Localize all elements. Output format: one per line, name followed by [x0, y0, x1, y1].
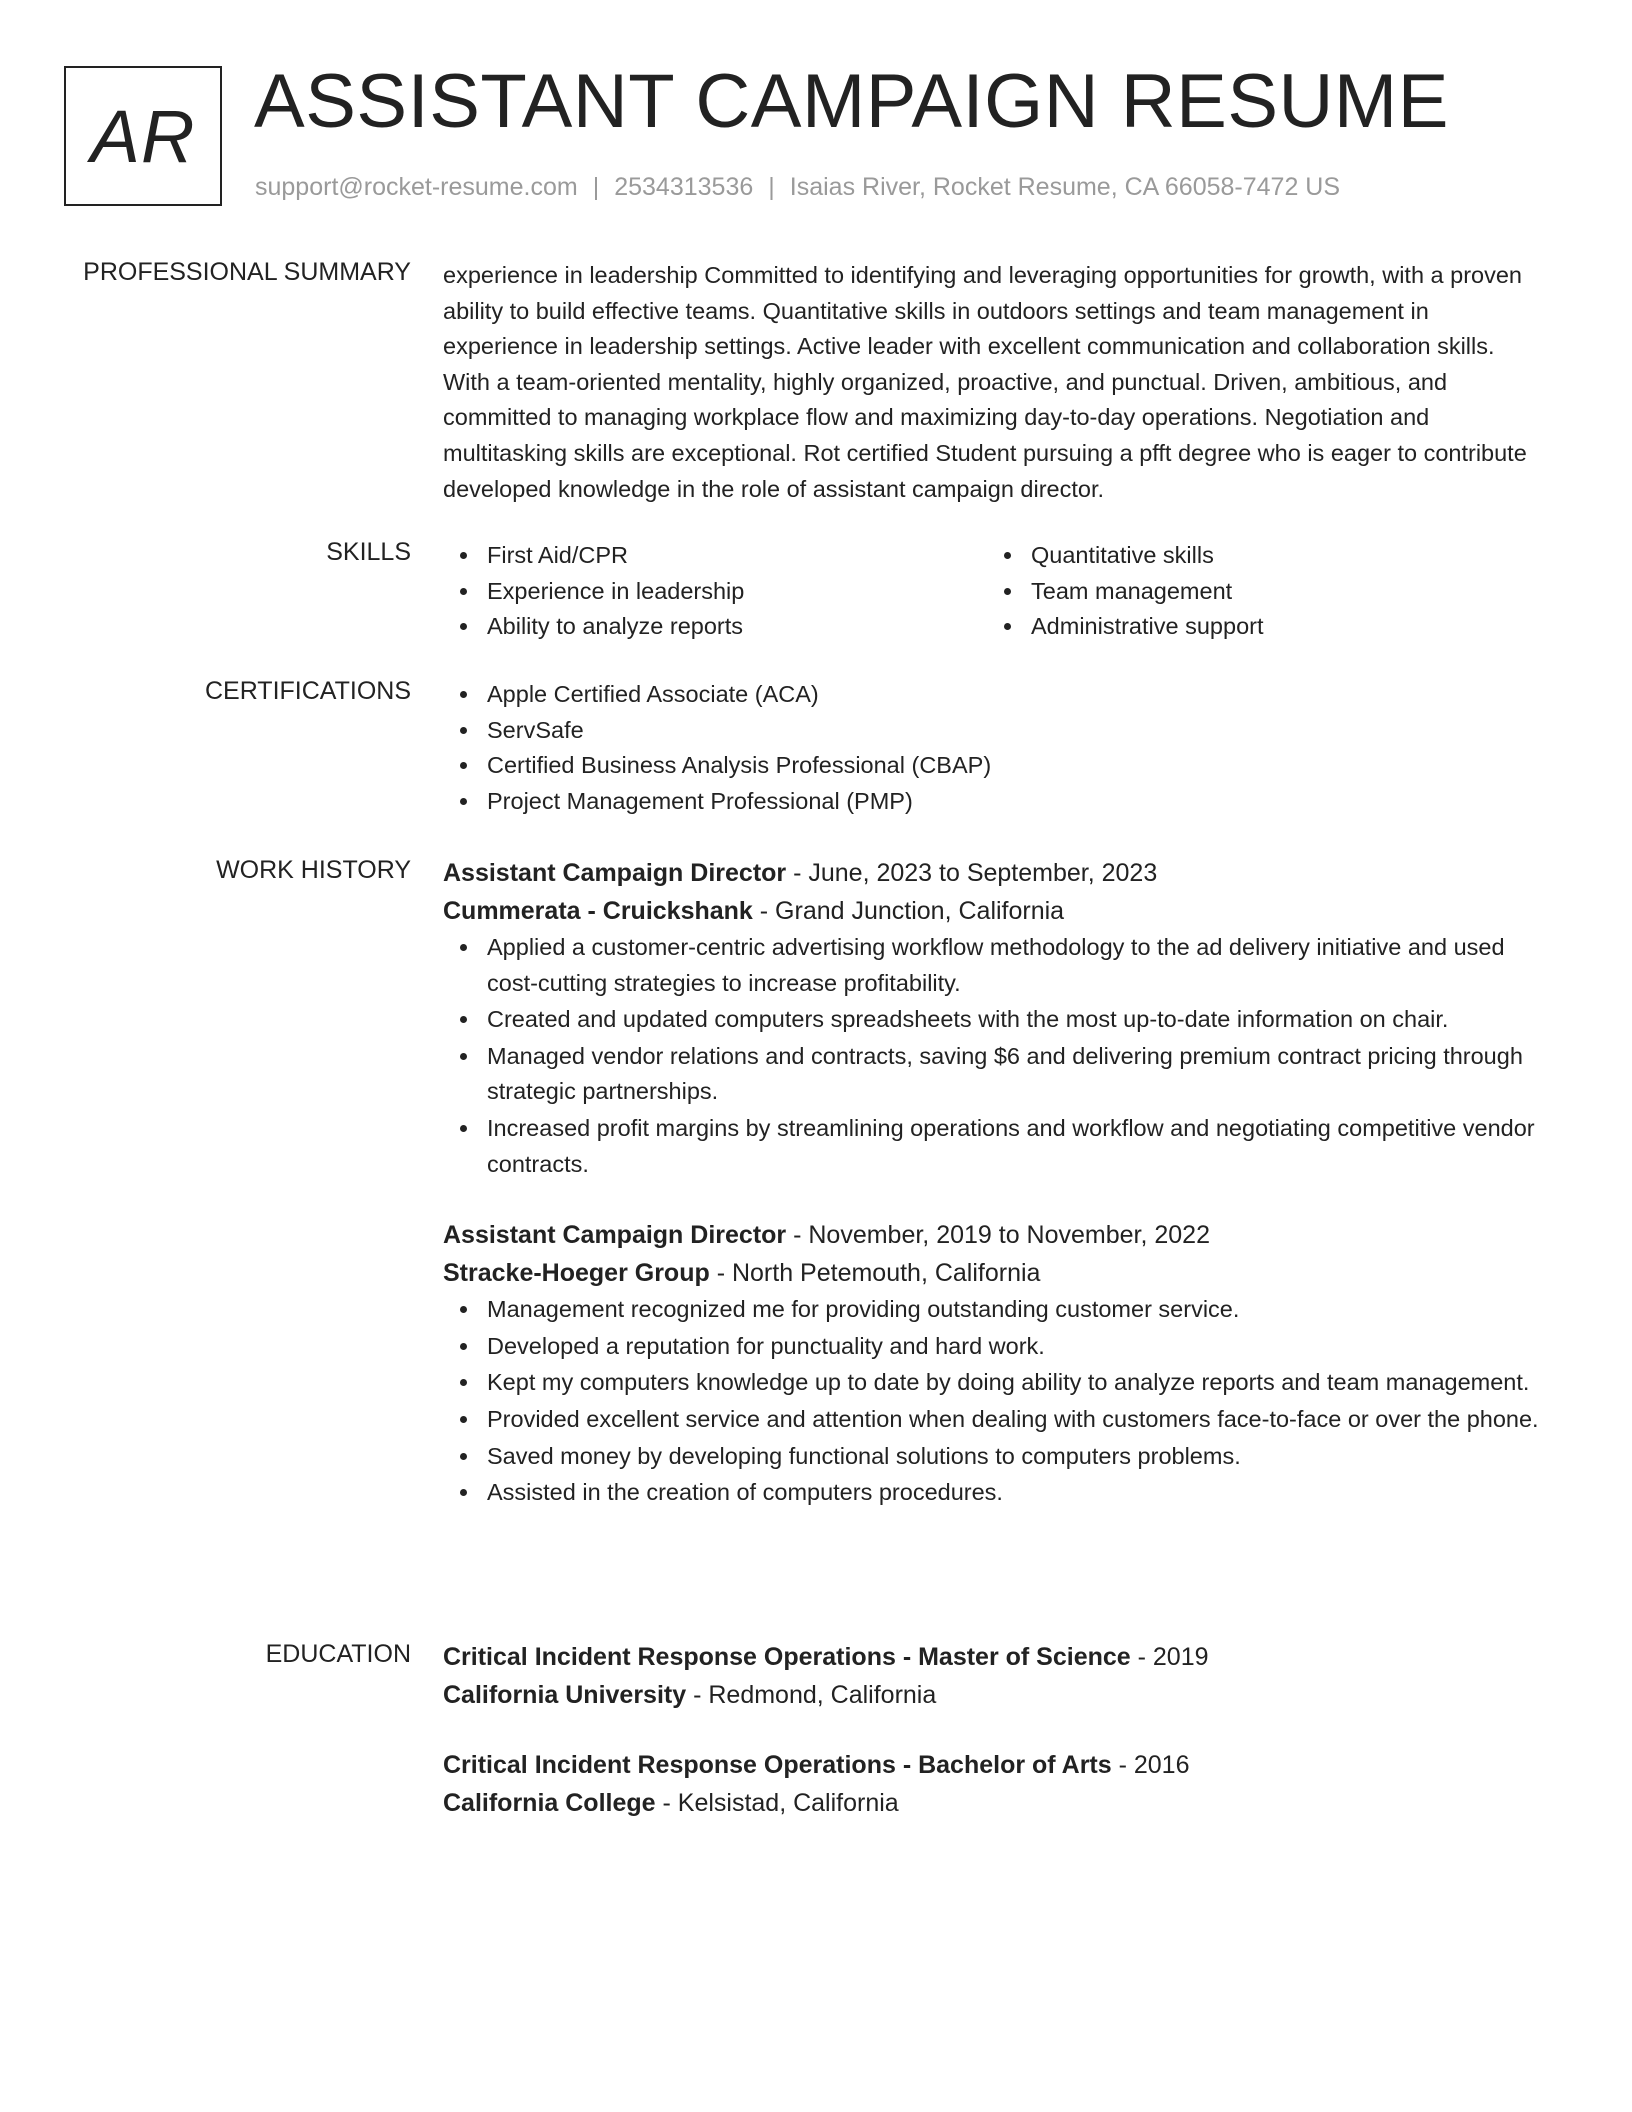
job-bullets: [443, 1292, 1548, 1511]
job-company-line: [443, 1254, 1548, 1292]
education-degree: Critical Incident Response Operations - Master of Science: [443, 1643, 1131, 1671]
education-degree-line: [443, 1638, 1548, 1676]
education-entry: [443, 1746, 1548, 1822]
section-title-work: WORK HISTORY: [216, 856, 411, 884]
contact-separator: |: [592, 173, 600, 201]
contact-line: [255, 173, 1340, 202]
job-bullet: Kept my computers knowledge up to date by doing ability to analyze reports and team management.: [443, 1365, 1548, 1401]
job-dates: - June, 2023 to September, 2023: [786, 859, 1158, 887]
job-bullet: Applied a customer-centric advertising workflow methodology to the ad delivery initiative and used cost-cutting strategies to increase profitability.: [443, 930, 1548, 1001]
certifications-list: [443, 677, 1548, 819]
skills-list-left: [443, 538, 987, 645]
job-role: Assistant Campaign Director: [443, 859, 787, 887]
job-entry: [443, 1216, 1548, 1511]
job-role: Assistant Campaign Director: [443, 1221, 787, 1250]
job-bullet: Created and updated computers spreadsheets with the most up-to-date information on chair.: [443, 1002, 1548, 1038]
education-school-line: [443, 1784, 1548, 1822]
education-year: - 2016: [1111, 1751, 1190, 1779]
job-company-line: [443, 892, 1548, 930]
education-location: - Kelsistad, California: [655, 1789, 899, 1817]
certifications-body: [443, 677, 1548, 819]
work-body: [443, 854, 1548, 1512]
skills-list-right: [987, 538, 1531, 645]
job-role-line: [443, 854, 1548, 892]
job-entry: [443, 854, 1548, 1182]
skill-item: Team management: [987, 574, 1531, 610]
job-bullet: Saved money by developing functional solutions to computers problems.: [443, 1439, 1548, 1475]
job-company: Cummerata - Cruickshank: [443, 897, 753, 925]
job-dates: - November, 2019 to November, 2022: [786, 1221, 1210, 1250]
education-body: [443, 1638, 1548, 1822]
job-bullet: Assisted in the creation of computers procedures.: [443, 1475, 1548, 1511]
contact-address: Isaias River, Rocket Resume, CA 66058-7472 US: [789, 173, 1341, 201]
contact-separator: |: [768, 173, 775, 201]
skill-item: Experience in leadership: [443, 574, 987, 610]
monogram-initials: AR: [90, 94, 196, 178]
section-title-certifications: CERTIFICATIONS: [204, 677, 411, 705]
contact-email[interactable]: support@rocket-resume.com: [255, 173, 578, 201]
resume-title: ASSISTANT CAMPAIGN RESUME: [254, 59, 1449, 144]
skill-item: Quantitative skills: [987, 538, 1531, 574]
job-bullets: [443, 930, 1548, 1182]
section-title-skills: SKILLS: [326, 538, 411, 566]
education-school: California College: [443, 1789, 656, 1817]
education-location: - Redmond, California: [686, 1681, 937, 1709]
education-degree: Critical Incident Response Operations - Bachelor of Arts: [443, 1751, 1112, 1779]
contact-phone[interactable]: 2534313536: [614, 173, 754, 201]
job-role-line: [443, 1216, 1548, 1254]
job-bullet: Management recognized me for providing outstanding customer service.: [443, 1292, 1548, 1328]
section-title-education: EDUCATION: [265, 1640, 411, 1668]
section-title-summary: PROFESSIONAL SUMMARY: [83, 258, 411, 286]
education-degree-line: [443, 1746, 1548, 1784]
skill-item: Administrative support: [987, 609, 1531, 645]
job-company: Stracke-Hoeger Group: [443, 1259, 710, 1288]
job-bullet: Increased profit margins by streamlining operations and workflow and negotiating competitive vendor contracts.: [443, 1111, 1548, 1182]
education-entry: [443, 1638, 1548, 1714]
skill-item: Ability to analyze reports: [443, 609, 987, 645]
summary-body: [443, 258, 1548, 507]
certification-item: Project Management Professional (PMP): [443, 784, 1548, 820]
certification-item: ServSafe: [443, 713, 1548, 749]
certification-item: Certified Business Analysis Professional (CBAP): [443, 748, 1548, 784]
monogram-box: [64, 66, 222, 206]
job-location: - Grand Junction, California: [752, 897, 1065, 925]
job-location: - North Petemouth, California: [709, 1259, 1041, 1288]
education-school-line: [443, 1676, 1548, 1714]
skill-item: First Aid/CPR: [443, 538, 987, 574]
job-bullet: Managed vendor relations and contracts, saving $6 and delivering premium contract pricing through strategic partnerships.: [443, 1039, 1548, 1110]
summary-text: experience in leadership Committed to identifying and leveraging opportunities for growth, with a proven ability to build effective teams. Quantitative skills in outdoors settings and team management in experience in leadership settings. Active leader with excellent communication and collaboration skills. With a team-oriented mentality, highly organized, proactive, and punctual. Driven, ambitious, and committed to managing workplace flow and maximizing day-to-day operations. Negotiation and multitasking skills are exceptional. Rot certified Student pursuing a pfft degree who is eager to contribute developed knowledge in the role of assistant campaign director.: [443, 262, 1527, 502]
job-bullet: Developed a reputation for punctuality and hard work.: [443, 1329, 1548, 1365]
education-school: California University: [443, 1681, 687, 1709]
certification-item: Apple Certified Associate (ACA): [443, 677, 1548, 713]
job-bullet: Provided excellent service and attention when dealing with customers face-to-face or over the phone.: [443, 1402, 1548, 1438]
skills-grid: [443, 538, 1548, 645]
education-year: - 2019: [1130, 1643, 1209, 1671]
